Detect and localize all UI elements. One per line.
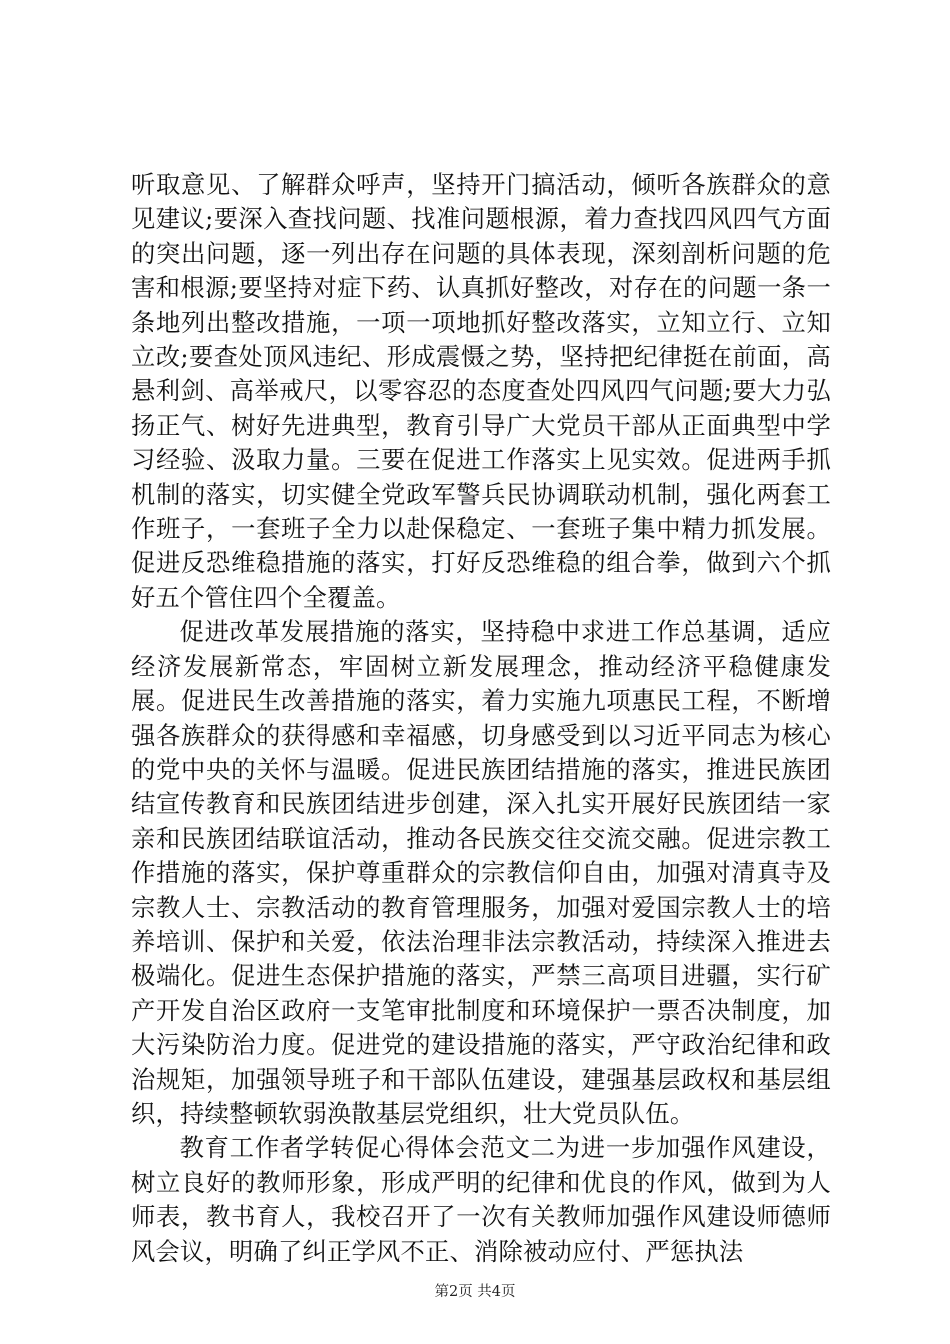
- document-body: [131, 168, 831, 1269]
- paragraph-1: 听取意见、了解群众呼声，坚持开门搞活动，倾听各族群众的意见建议;要深入查找问题、找准问题根源，着力查找四风四气方面的突出问题，逐一列出存在问题的具体表现，深刻剖析问题的危害和根源;要坚持对症下药、认真抓好整改，对存在的问题一条一条地列出整改措施，一项一项地抓好整改落实，立知立行、立知立改;要查处顶风违纪、形成震慑之势，坚持把纪律挺在前面，高悬利剑、高举戒尺，以零容忍的态度查处四风四气问题;要大力弘扬正气、树好先进典型，教育引导广大党员干部从正面典型中学习经验、汲取力量。三要在促进工作落实上见实效。促进两手抓机制的落实，切实健全党政军警兵民协调联动机制，强化两套工作班子，一套班子全力以赴保稳定、一套班子集中精力抓发展。促进反恐维稳措施的落实，打好反恐维稳的组合拳，做到六个抓好五个管住四个全覆盖。: [131, 170, 831, 612]
- page-footer: [0, 1283, 950, 1301]
- paragraph-2: 促进改革发展措施的落实，坚持稳中求进工作总基调，适应经济发展新常态，牢固树立新发展理念，推动经济平稳健康发展。促进民生改善措施的落实，着力实施九项惠民工程，不断增强各族群众的获得感和幸福感，切身感受到以习近平同志为核心的党中央的关怀与温暖。促进民族团结措施的落实，推进民族团结宣传教育和民族团结进步创建，深入扎实开展好民族团结一家亲和民族团结联谊活动，推动各民族交往交流交融。促进宗教工作措施的落实，保护尊重群众的宗教信仰自由，加强对清真寺及宗教人士、宗教活动的教育管理服务，加强对爱国宗教人士的培养培训、保护和关爱，依法治理非法宗教活动，持续深入推进去极端化。促进生态保护措施的落实，严禁三高项目进疆，实行矿产开发自治区政府一支笔审批制度和环境保护一票否决制度，加大污染防治力度。促进党的建设措施的落实，严守政治纪律和政治规矩，加强领导班子和干部队伍建设，建强基层政权和基层组织，持续整顿软弱涣散基层党组织，壮大党员队伍。: [131, 617, 831, 1128]
- page-number-label: 第2页 共4页: [434, 1284, 516, 1300]
- paragraph-3: 教育工作者学转促心得体会范文二为进一步加强作风建设，树立良好的教师形象，形成严明的纪律和优良的作风，做到为人师表，教书育人，我校召开了一次有关教师加强作风建设师德师风会议，明确了纠正学风不正、消除被动应付、严惩执法: [131, 1133, 831, 1266]
